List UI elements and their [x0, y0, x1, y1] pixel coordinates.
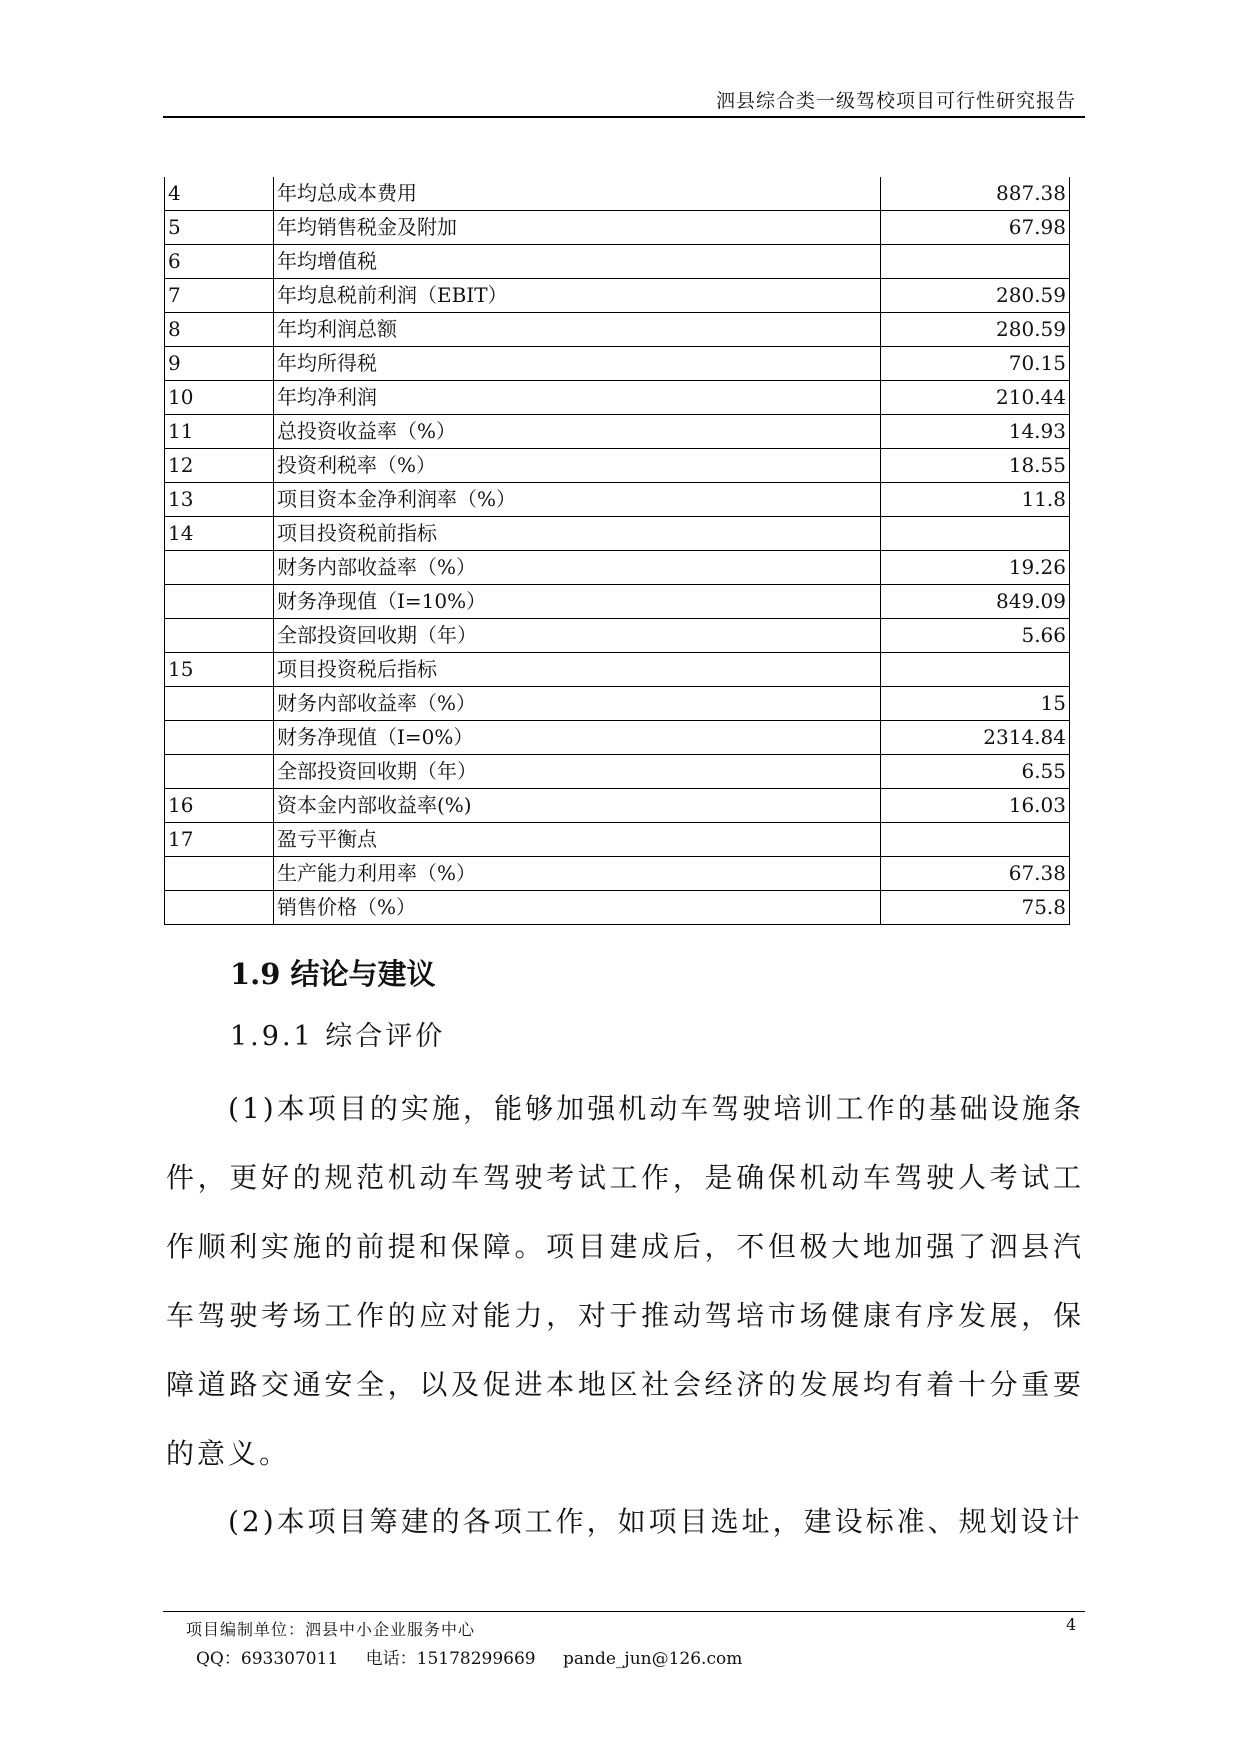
header-rule: [163, 116, 1085, 118]
table-row: [165, 585, 1070, 619]
table-row: [165, 687, 1070, 721]
table-row: [165, 415, 1070, 449]
table-row: [165, 551, 1070, 585]
indicator-name-cell: 财务净现值（I=10%）: [274, 585, 881, 619]
table-row: [165, 279, 1070, 313]
row-number-cell: 15: [165, 653, 274, 687]
row-number-cell: 9: [165, 347, 274, 381]
indicator-value-cell: 280.59: [881, 279, 1070, 313]
table-row: [165, 177, 1070, 211]
row-number-cell: 5: [165, 211, 274, 245]
indicator-value-cell: 16.03: [881, 789, 1070, 823]
indicator-value-cell: 14.93: [881, 415, 1070, 449]
table-row: [165, 857, 1070, 891]
indicator-name-cell: 年均增值税: [274, 245, 881, 279]
indicator-value-cell: 2314.84: [881, 721, 1070, 755]
row-number-cell: [165, 891, 274, 925]
indicator-value-cell: 75.8: [881, 891, 1070, 925]
indicator-name-cell: 财务内部收益率（%）: [274, 551, 881, 585]
indicator-name-cell: 项目资本金净利润率（%）: [274, 483, 881, 517]
table-row: [165, 245, 1070, 279]
indicator-name-cell: 年均利润总额: [274, 313, 881, 347]
table-row: [165, 483, 1070, 517]
row-number-cell: [165, 619, 274, 653]
table-row: [165, 755, 1070, 789]
indicator-value-cell: 18.55: [881, 449, 1070, 483]
financial-indicators-table: [164, 177, 1070, 925]
table-row: [165, 449, 1070, 483]
indicator-name-cell: 生产能力利用率（%）: [274, 857, 881, 891]
page-number: 4: [1066, 1615, 1077, 1634]
section-heading: 1.9 结论与建议: [230, 957, 436, 991]
table-row: [165, 347, 1070, 381]
row-number-cell: [165, 857, 274, 891]
indicator-value-cell: 210.44: [881, 381, 1070, 415]
indicator-value-cell: 67.98: [881, 211, 1070, 245]
indicator-value-cell: [881, 653, 1070, 687]
header-title: 泗县综合类一级驾校项目可行性研究报告: [715, 90, 1076, 112]
row-number-cell: 6: [165, 245, 274, 279]
indicator-name-cell: 年均净利润: [274, 381, 881, 415]
table-row: [165, 381, 1070, 415]
indicator-value-cell: 15: [881, 687, 1070, 721]
indicator-name-cell: 总投资收益率（%）: [274, 415, 881, 449]
indicator-name-cell: 年均所得税: [274, 347, 881, 381]
indicator-name-cell: 财务内部收益率（%）: [274, 687, 881, 721]
indicator-value-cell: 6.55: [881, 755, 1070, 789]
row-number-cell: 4: [165, 177, 274, 211]
table-row: [165, 653, 1070, 687]
row-number-cell: [165, 585, 274, 619]
indicator-name-cell: 全部投资回收期（年）: [274, 619, 881, 653]
indicator-value-cell: 19.26: [881, 551, 1070, 585]
row-number-cell: 10: [165, 381, 274, 415]
footer-qq: QQ：693307011: [196, 1649, 339, 1669]
row-number-cell: 12: [165, 449, 274, 483]
indicator-name-cell: 财务净现值（I=0%）: [274, 721, 881, 755]
table-row: [165, 789, 1070, 823]
indicator-name-cell: 年均息税前利润（EBIT）: [274, 279, 881, 313]
indicator-value-cell: 67.38: [881, 857, 1070, 891]
footer-org: 项目编制单位：泗县中小企业服务中心: [186, 1620, 476, 1639]
footer-email: pande_jun@126.com: [563, 1649, 743, 1669]
table-row: [165, 721, 1070, 755]
row-number-cell: 14: [165, 517, 274, 551]
row-number-cell: 17: [165, 823, 274, 857]
row-number-cell: 8: [165, 313, 274, 347]
row-number-cell: [165, 687, 274, 721]
footer-phone: 电话：15178299669: [365, 1649, 536, 1669]
footer-rule: [163, 1611, 1085, 1612]
indicator-value-cell: [881, 823, 1070, 857]
row-number-cell: [165, 551, 274, 585]
footer-contact: [196, 1644, 764, 1669]
indicator-name-cell: 年均销售税金及附加: [274, 211, 881, 245]
indicator-value-cell: [881, 245, 1070, 279]
indicator-name-cell: 投资利税率（%）: [274, 449, 881, 483]
indicator-value-cell: [881, 517, 1070, 551]
indicator-name-cell: 销售价格（%）: [274, 891, 881, 925]
row-number-cell: 11: [165, 415, 274, 449]
indicator-name-cell: 盈亏平衡点: [274, 823, 881, 857]
paragraph-1: (1)本项目的实施，能够加强机动车驾驶培训工作的基础设施条件，更好的规范机动车驾驶考试工作，是确保机动车驾驶人考试工作顺利实施的前提和保障。项目建成后，不但极大地加强了泗县汽车驾驶考场工作的应对能力，对于推动驾培市场健康有序发展，保障道路交通安全，以及促进本地区社会经济的发展均有着十分重要的意义。: [166, 1092, 1084, 1470]
indicator-name-cell: 项目投资税前指标: [274, 517, 881, 551]
indicator-value-cell: 70.15: [881, 347, 1070, 381]
table-row: [165, 823, 1070, 857]
indicator-name-cell: 年均总成本费用: [274, 177, 881, 211]
indicator-value-cell: 849.09: [881, 585, 1070, 619]
indicator-value-cell: 5.66: [881, 619, 1070, 653]
row-number-cell: 16: [165, 789, 274, 823]
subsection-heading: 1.9.1 综合评价: [230, 1021, 446, 1052]
indicator-value-cell: 11.8: [881, 483, 1070, 517]
table-body: [165, 177, 1070, 925]
indicator-name-cell: 项目投资税后指标: [274, 653, 881, 687]
row-number-cell: 13: [165, 483, 274, 517]
table-row: [165, 891, 1070, 925]
table-row: [165, 313, 1070, 347]
row-number-cell: [165, 721, 274, 755]
table-row: [165, 619, 1070, 653]
paragraph-2: (2)本项目筹建的各项工作，如项目选址，建设标准、规划设计: [228, 1505, 1083, 1538]
table-row: [165, 211, 1070, 245]
row-number-cell: 7: [165, 279, 274, 313]
indicator-name-cell: 资本金内部收益率(%): [274, 789, 881, 823]
indicator-value-cell: 280.59: [881, 313, 1070, 347]
row-number-cell: [165, 755, 274, 789]
table-row: [165, 517, 1070, 551]
indicator-value-cell: 887.38: [881, 177, 1070, 211]
indicator-name-cell: 全部投资回收期（年）: [274, 755, 881, 789]
